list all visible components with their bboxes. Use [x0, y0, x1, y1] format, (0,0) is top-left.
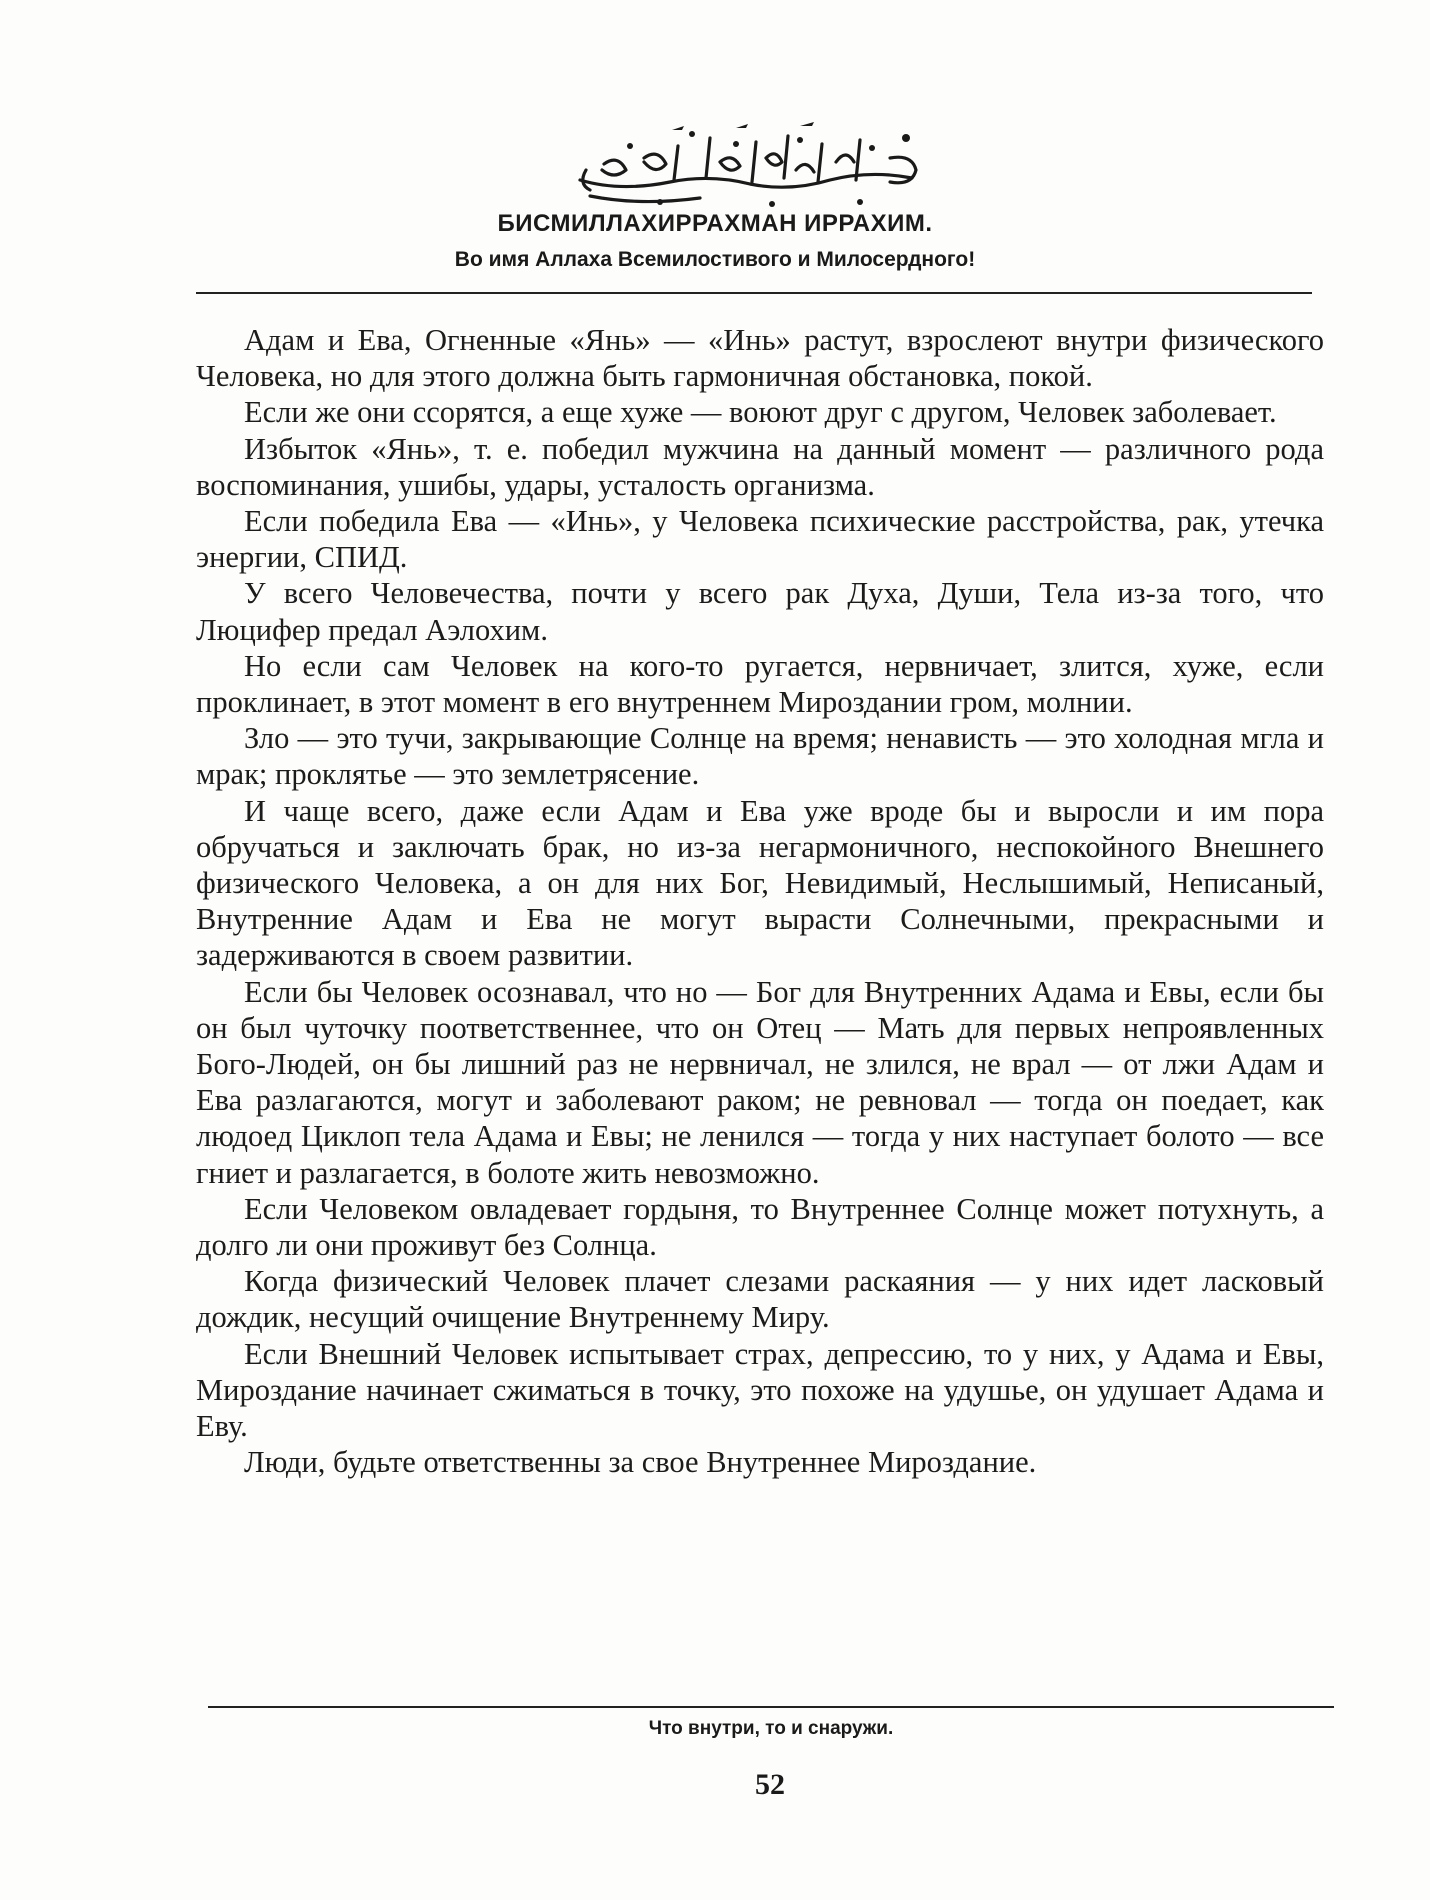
header-title: БИСМИЛЛАХИРРАХМАН ИРРАХИМ.	[497, 210, 933, 237]
paragraph: Если Человеком овладевает гордыня, то Внутреннее Солнце может потухнуть, а долго ли они проживут без Солнца.	[196, 1191, 1324, 1263]
page-number: 52	[755, 1768, 785, 1801]
footer-caption: Что внутри, то и снаружи.	[648, 1718, 894, 1739]
paragraph: Но если сам Человек на кого-то ругается, нервничает, злится, хуже, если проклинает, в этот момент в его внутреннем Мироздании гром, молнии.	[196, 648, 1324, 720]
paragraph: Избыток «Янь», т. е. победил мужчина на данный момент — различного рода воспоминания, ушибы, удары, усталость организма.	[196, 431, 1324, 502]
paragraph: Адам и Ева, Огненные «Янь» — «Инь» растут, взрослеют внутри физического Человека, но для этого должна быть гармоничная обстановка, покой.	[196, 323, 1324, 394]
body-text	[196, 322, 1324, 1481]
paragraph: Когда физический Человек плачет слезами раскаяния — у них идет ласковый дождик, несущий очищение Внутреннему Миру.	[196, 1264, 1324, 1335]
paragraph: Люди, будьте ответственны за свое Внутреннее Мироздание.	[244, 1445, 1037, 1480]
paragraph: Если победила Ева — «Инь», у Человека психические расстройства, рак, утечка энергии, СПИД.	[196, 504, 1324, 575]
paragraph: У всего Человечества, почти у всего рак Духа, Души, Тела из-за того, что Люцифер предал Аэлохим.	[196, 576, 1324, 647]
arabic-bismillah-calligraphy-icon	[560, 118, 940, 218]
paragraph: Если же они ссорятся, а еще хуже — воюют друг с другом, Человек заболевает.	[244, 395, 1277, 430]
paragraph: И чаще всего, даже если Адам и Ева уже вроде бы и выросли и им пора обручаться и заключать брак, но из-за негармоничного, неспокойного Внешнего физического Человека, а он для них Бог, Невидимый, Неслышимый, Неписаный, Внутренние Адам и Ева не могут вырасти Солнечными, прекрасными и задерживаются в своем развитии.	[196, 793, 1324, 973]
paragraph: Если Внешний Человек испытывает страх, депрессию, то у них, у Адама и Евы, Мироздание начинает сжиматься в точку, это похоже на удушье, он удушает Адама и Еву.	[196, 1336, 1324, 1444]
bottom-divider	[208, 1706, 1334, 1708]
paragraph: Если бы Человек осознавал, что но — Бог для Внутренних Адама и Евы, если бы он был чуточку поответственнее, что он Отец — Мать для первых непроявленных Бого-Людей, он бы лишний раз не нервничал, не злился, не врал — от лжи Адам и Ева разлагаются, могут и заболевают раком; не ревновал — тогда он поедает, как людоед Циклоп тела Адама и Евы; не ленился — тогда у них наступает болото — все гниет и разлагается, в болоте жить невозможно.	[196, 974, 1324, 1190]
paragraph: Зло — это тучи, закрывающие Солнце на время; ненависть — это холодная мгла и мрак; проклятье — это землетрясение.	[196, 721, 1324, 792]
top-divider	[196, 292, 1312, 294]
header-subtitle: Во имя Аллаха Всемилостивого и Милосердного!	[454, 248, 976, 271]
